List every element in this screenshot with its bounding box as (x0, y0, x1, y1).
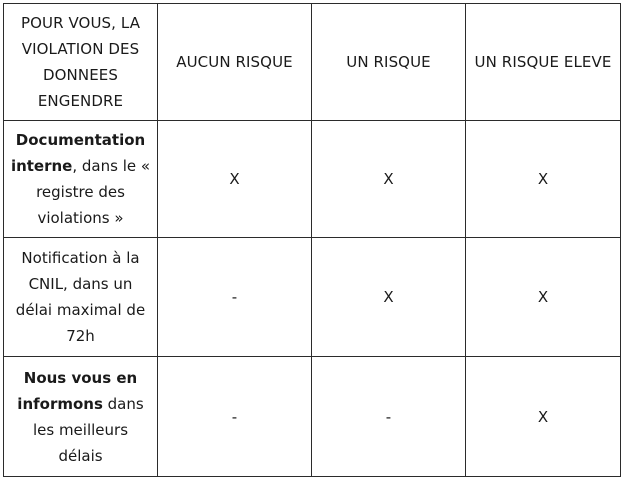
table-cell-risk: X (312, 238, 466, 357)
breach-obligations-table-wrapper (3, 3, 620, 476)
header-risk: UN RISQUE (312, 4, 466, 121)
header-high-risk: UN RISQUE ELEVE (466, 4, 621, 121)
header-corner-label: POUR VOUS, LA VIOLATION DES DONNEES ENGENDRE (4, 4, 158, 121)
table-header-row (4, 4, 621, 121)
table-cell-risk: X (312, 121, 466, 238)
table-cell-no-risk: - (158, 357, 312, 477)
table-cell-no-risk: X (158, 121, 312, 238)
breach-obligations-table (3, 3, 621, 477)
row-label-cnil-notification (4, 238, 158, 357)
table-cell-risk: - (312, 357, 466, 477)
row-label-bold: Documentation interne (10, 131, 146, 175)
row-label-rest: Notification à la CNIL, dans un délai maximal de 72h (15, 249, 146, 345)
table-row (4, 357, 621, 477)
row-label-inform-you (4, 357, 158, 477)
table-cell-no-risk: - (158, 238, 312, 357)
table-cell-high-risk: X (466, 121, 621, 238)
row-label-rest: , dans le « registre des violations » (36, 157, 151, 227)
table-row (4, 238, 621, 357)
table-cell-high-risk: X (466, 357, 621, 477)
header-no-risk: AUCUN RISQUE (158, 4, 312, 121)
row-label-rest: dans les meilleurs délais (32, 394, 144, 465)
table-cell-high-risk: X (466, 238, 621, 357)
table-row (4, 121, 621, 238)
row-label-internal-documentation (4, 121, 158, 238)
row-label-bold: Nous vous en informons (17, 368, 138, 413)
